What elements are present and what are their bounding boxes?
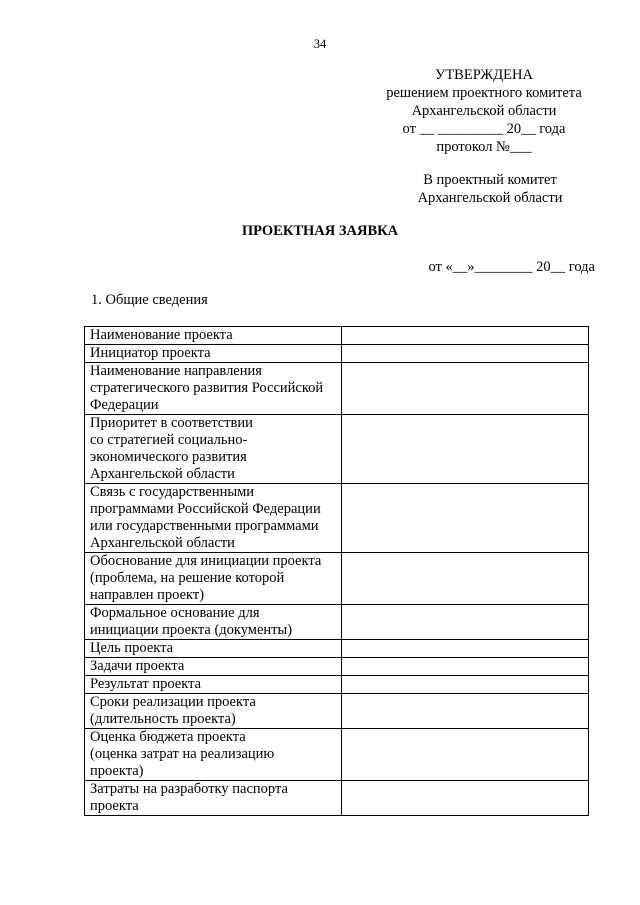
approval-line: от __ _________ 20__ года [402,121,566,137]
row-label-line: Архангельской области [90,535,235,551]
table-row [85,363,589,415]
approval-line: решением проектного комитета [386,85,582,101]
row-value-cell[interactable] [341,363,588,415]
row-value-cell[interactable] [341,658,588,676]
row-label-line: экономического развития [90,449,247,465]
row-label-line: (длительность проекта) [90,711,236,727]
approval-line: Архангельской области [411,103,557,119]
row-label-cell [85,658,342,676]
row-value-cell[interactable] [341,553,588,605]
row-label-line: Наименование направления [90,363,262,379]
table-row [85,694,589,729]
section-heading: 1. Общие сведения [91,292,208,308]
row-value-cell[interactable] [341,694,588,729]
row-label-cell [85,484,342,553]
addressee-line: В проектный комитет [423,172,557,188]
row-label-line: программами Российской Федерации [90,501,321,517]
table-row [85,345,589,363]
row-label-line: Федерации [90,397,159,413]
row-value-cell[interactable] [341,729,588,781]
row-label-cell [85,781,342,816]
row-label-line: Сроки реализации проекта [90,694,256,710]
row-value-cell[interactable] [341,345,588,363]
row-label-cell [85,694,342,729]
row-value-cell[interactable] [341,484,588,553]
row-label-cell [85,363,342,415]
row-label-line: Приоритет в соответствии [90,415,253,431]
approval-stamp-block [368,66,600,156]
application-date-line: от «__»________ 20__ года [428,259,595,275]
page-number: 34 [313,37,327,51]
row-label-line: Затраты на разработку паспорта [90,781,288,797]
row-label-line: Задачи проекта [90,658,185,674]
row-label-line: Формальное основание для [90,605,260,621]
row-label-line: Цель проекта [90,640,174,656]
row-label-line: стратегического развития Российской [90,380,324,396]
row-label-line: инициации проекта (документы) [90,622,293,638]
row-label-cell [85,729,342,781]
table-row [85,415,589,484]
table-row [85,729,589,781]
row-label-line: (оценка затрат на реализацию [90,746,275,762]
row-label-cell [85,327,342,345]
row-label-cell [85,605,342,640]
row-value-cell[interactable] [341,605,588,640]
table-row [85,781,589,816]
row-label-line: Результат проекта [90,676,202,692]
row-value-cell[interactable] [341,640,588,658]
row-label-line: Обоснование для инициации проекта [90,553,322,569]
general-info-table [84,326,589,816]
row-value-cell[interactable] [341,781,588,816]
table-row [85,484,589,553]
approval-line: протокол №___ [436,139,532,155]
approval-line: УТВЕРЖДЕНА [435,67,533,83]
row-value-cell[interactable] [341,327,588,345]
row-label-line: направлен проект) [90,587,205,603]
row-label-cell [85,640,342,658]
table-row [85,605,589,640]
row-label-cell [85,676,342,694]
row-value-cell[interactable] [341,676,588,694]
row-label-cell [85,415,342,484]
row-label-line: (проблема, на решение которой [90,570,285,586]
addressee-line: Архангельской области [417,190,563,206]
row-label-line: Архангельской области [90,466,235,482]
row-label-line: со стратегией социально- [90,432,248,448]
table-row [85,676,589,694]
row-label-cell [85,345,342,363]
general-info-table-body [85,327,589,816]
row-label-line: Связь с государственными [90,484,255,500]
table-row [85,640,589,658]
table-row [85,553,589,605]
document-title: ПРОЕКТНАЯ ЗАЯВКА [241,223,399,239]
row-label-line: проекта) [90,763,144,779]
addressee-block [374,171,606,207]
row-label-line: проекта [90,798,139,814]
row-label-line: или государственными программами [90,518,319,534]
row-label-cell [85,553,342,605]
row-label-line: Инициатор проекта [90,345,211,361]
row-label-line: Оценка бюджета проекта [90,729,246,745]
table-row [85,327,589,345]
table-row [85,658,589,676]
row-value-cell[interactable] [341,415,588,484]
row-label-line: Наименование проекта [90,327,233,343]
